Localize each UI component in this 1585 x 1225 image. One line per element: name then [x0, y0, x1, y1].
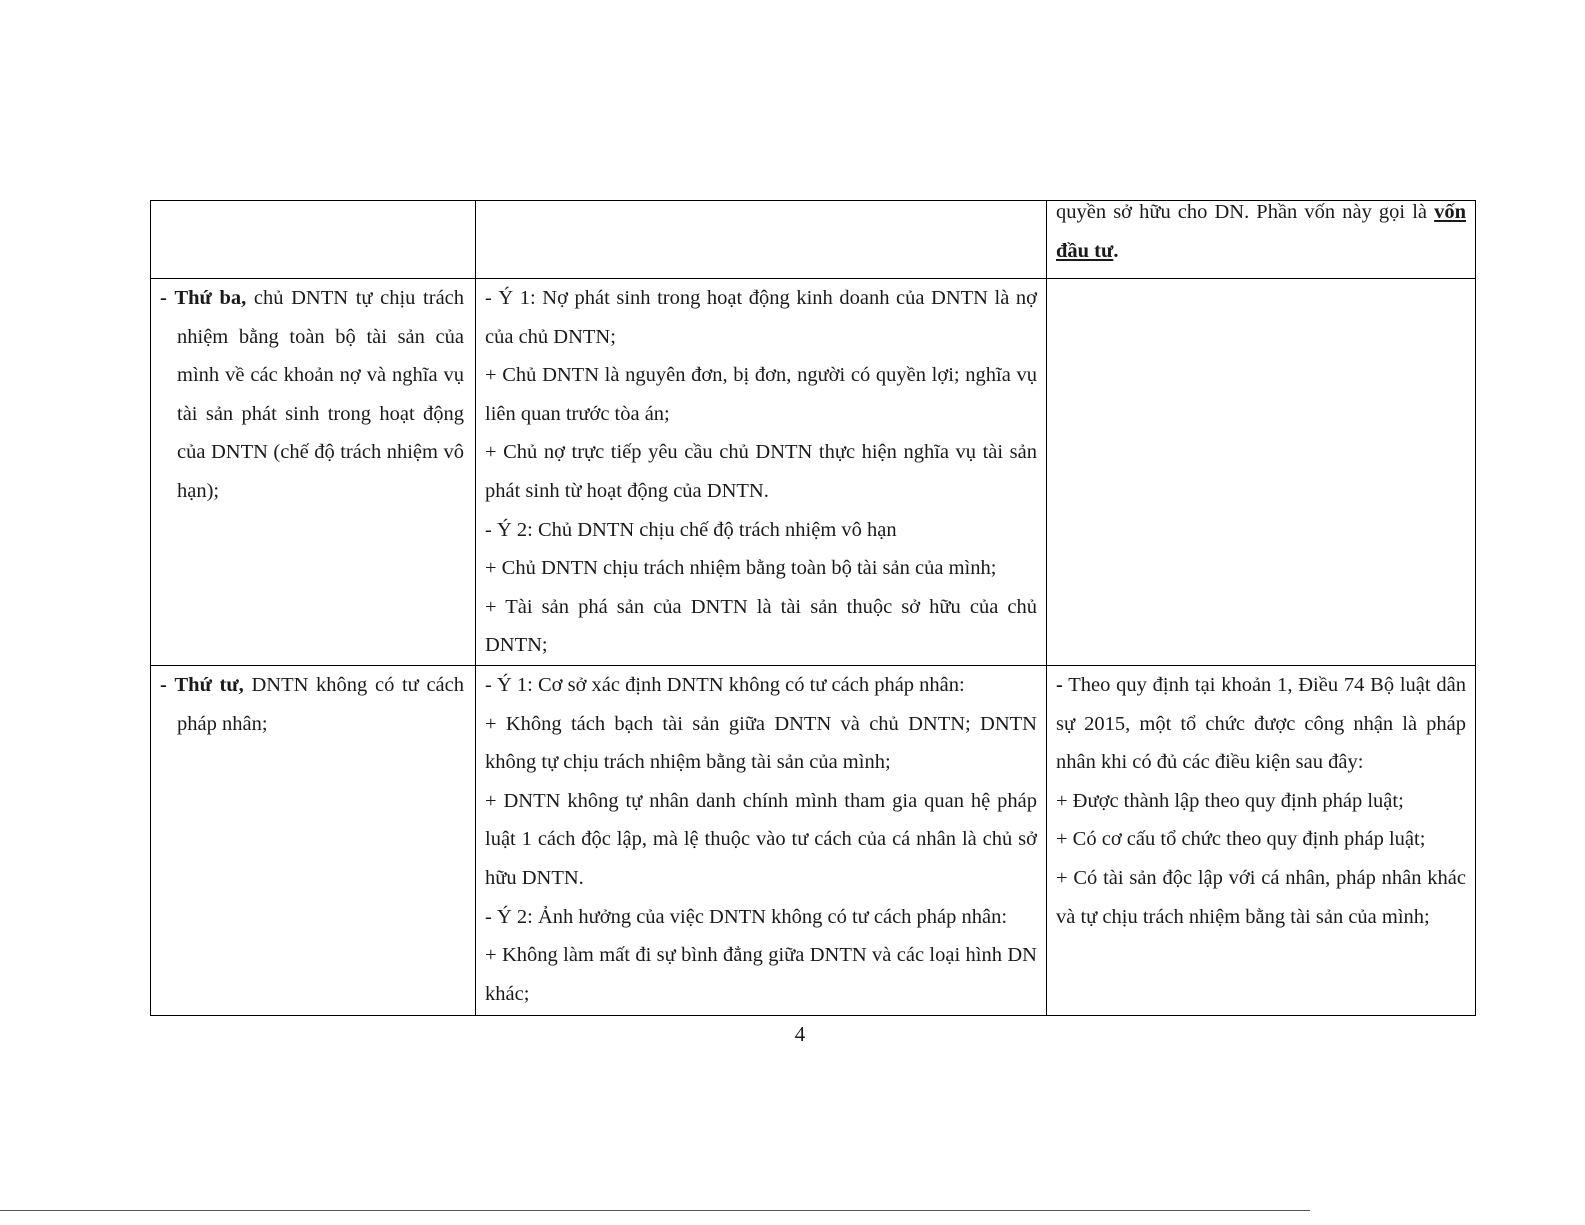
table-cell: [151, 279, 476, 666]
content-table: [150, 200, 1476, 1016]
explanation-line: + Không làm mất đi sự bình đẳng giữa DNTN và các loại hình DN khác;: [485, 944, 1037, 1005]
explanation-line: - Ý 2: Ảnh hưởng của việc DNTN không có tư cách pháp nhân:: [485, 905, 1008, 928]
table-cell: [476, 665, 1047, 1015]
table-cell: [1047, 201, 1476, 279]
explanation-line: - Ý 1: Nợ phát sinh trong hoạt động kinh doanh của DNTN là nợ của chủ DNTN;: [485, 287, 1037, 348]
bullet-dash: -: [160, 287, 167, 309]
bottom-divider: [0, 1210, 1310, 1211]
table-cell: [1047, 665, 1476, 1015]
legal-basis-text: Theo quy định tại khoản 1, Điều 74 Bộ luật dân sự 2015, một tổ chức được công nhận là pháp nhân khi có đủ các điều kiện sau đây:: [1056, 673, 1466, 774]
point-heading: [160, 666, 466, 743]
explanation-line: + Chủ DNTN là nguyên đơn, bị đơn, người có quyền lợi; nghĩa vụ liên quan trước tòa án;: [485, 364, 1037, 425]
table-row: [151, 665, 1476, 1015]
legal-basis-line: [1056, 666, 1466, 782]
explanation-line: - Ý 1: Cơ sở xác định DNTN không có tư cách pháp nhân:: [485, 673, 965, 696]
table-cell: [151, 201, 476, 279]
explanation-line: + DNTN không tự nhân danh chính mình tham gia quan hệ pháp luật 1 cách độc lập, mà lệ thuộc vào tư cách của cá nhân là chủ sở hữu DNTN.: [485, 789, 1037, 889]
point-keyword: Thứ tư,: [174, 673, 244, 696]
continued-paragraph: [1056, 201, 1466, 271]
explanation-line: + Không tách bạch tài sản giữa DNTN và chủ DNTN; DNTN không tự chịu trách nhiệm bằng tài sản của mình;: [485, 712, 1037, 774]
explanation-line: - Ý 2: Chủ DNTN chịu chế độ trách nhiệm vô hạn: [485, 518, 897, 541]
period: .: [1113, 239, 1119, 262]
table-row: [151, 201, 1476, 279]
page-number: 4: [794, 1022, 806, 1046]
point-keyword: Thứ ba,: [174, 287, 247, 309]
continued-text: quyền sở hữu cho DN. Phần vốn này gọi là: [1056, 201, 1428, 223]
point-text: chủ DNTN tự chịu trách nhiệm bằng toàn bộ tài sản của mình về các khoản nợ và nghĩa vụ tài sản phát sinh trong hoạt động của DNTN (chế độ trách nhiệm vô hạn);: [177, 287, 465, 502]
condition-line: + Có cơ cấu tổ chức theo quy định pháp luật;: [1056, 828, 1426, 851]
explanation-line: + Tài sản phá sản của DNTN là tài sản thuộc sở hữu của chủ DNTN;: [485, 595, 1037, 657]
emphasis-term: vốn đầu tư: [1056, 201, 1467, 262]
explanation-line: + Chủ nợ trực tiếp yêu cầu chủ DNTN thực hiện nghĩa vụ tài sản phát sinh từ hoạt động của DNTN.: [485, 441, 1037, 502]
bullet-dash: -: [1056, 673, 1063, 696]
bullet-dash: -: [160, 673, 167, 696]
condition-line: + Được thành lập theo quy định pháp luật;: [1056, 789, 1404, 812]
table-cell: [1047, 279, 1476, 666]
condition-line: + Có tài sản độc lập với cá nhân, pháp nhân khác và tự chịu trách nhiệm bằng tài sản của mình;: [1056, 866, 1466, 928]
table-cell: [151, 665, 476, 1015]
explanation-line: + Chủ DNTN chịu trách nhiệm bằng toàn bộ tài sản của mình;: [485, 557, 997, 580]
table-cell: [476, 201, 1047, 279]
point-heading: [160, 279, 466, 511]
point-text: DNTN không có tư cách pháp nhân;: [177, 673, 464, 735]
table-row: [151, 279, 1476, 666]
table-cell: [476, 279, 1047, 666]
